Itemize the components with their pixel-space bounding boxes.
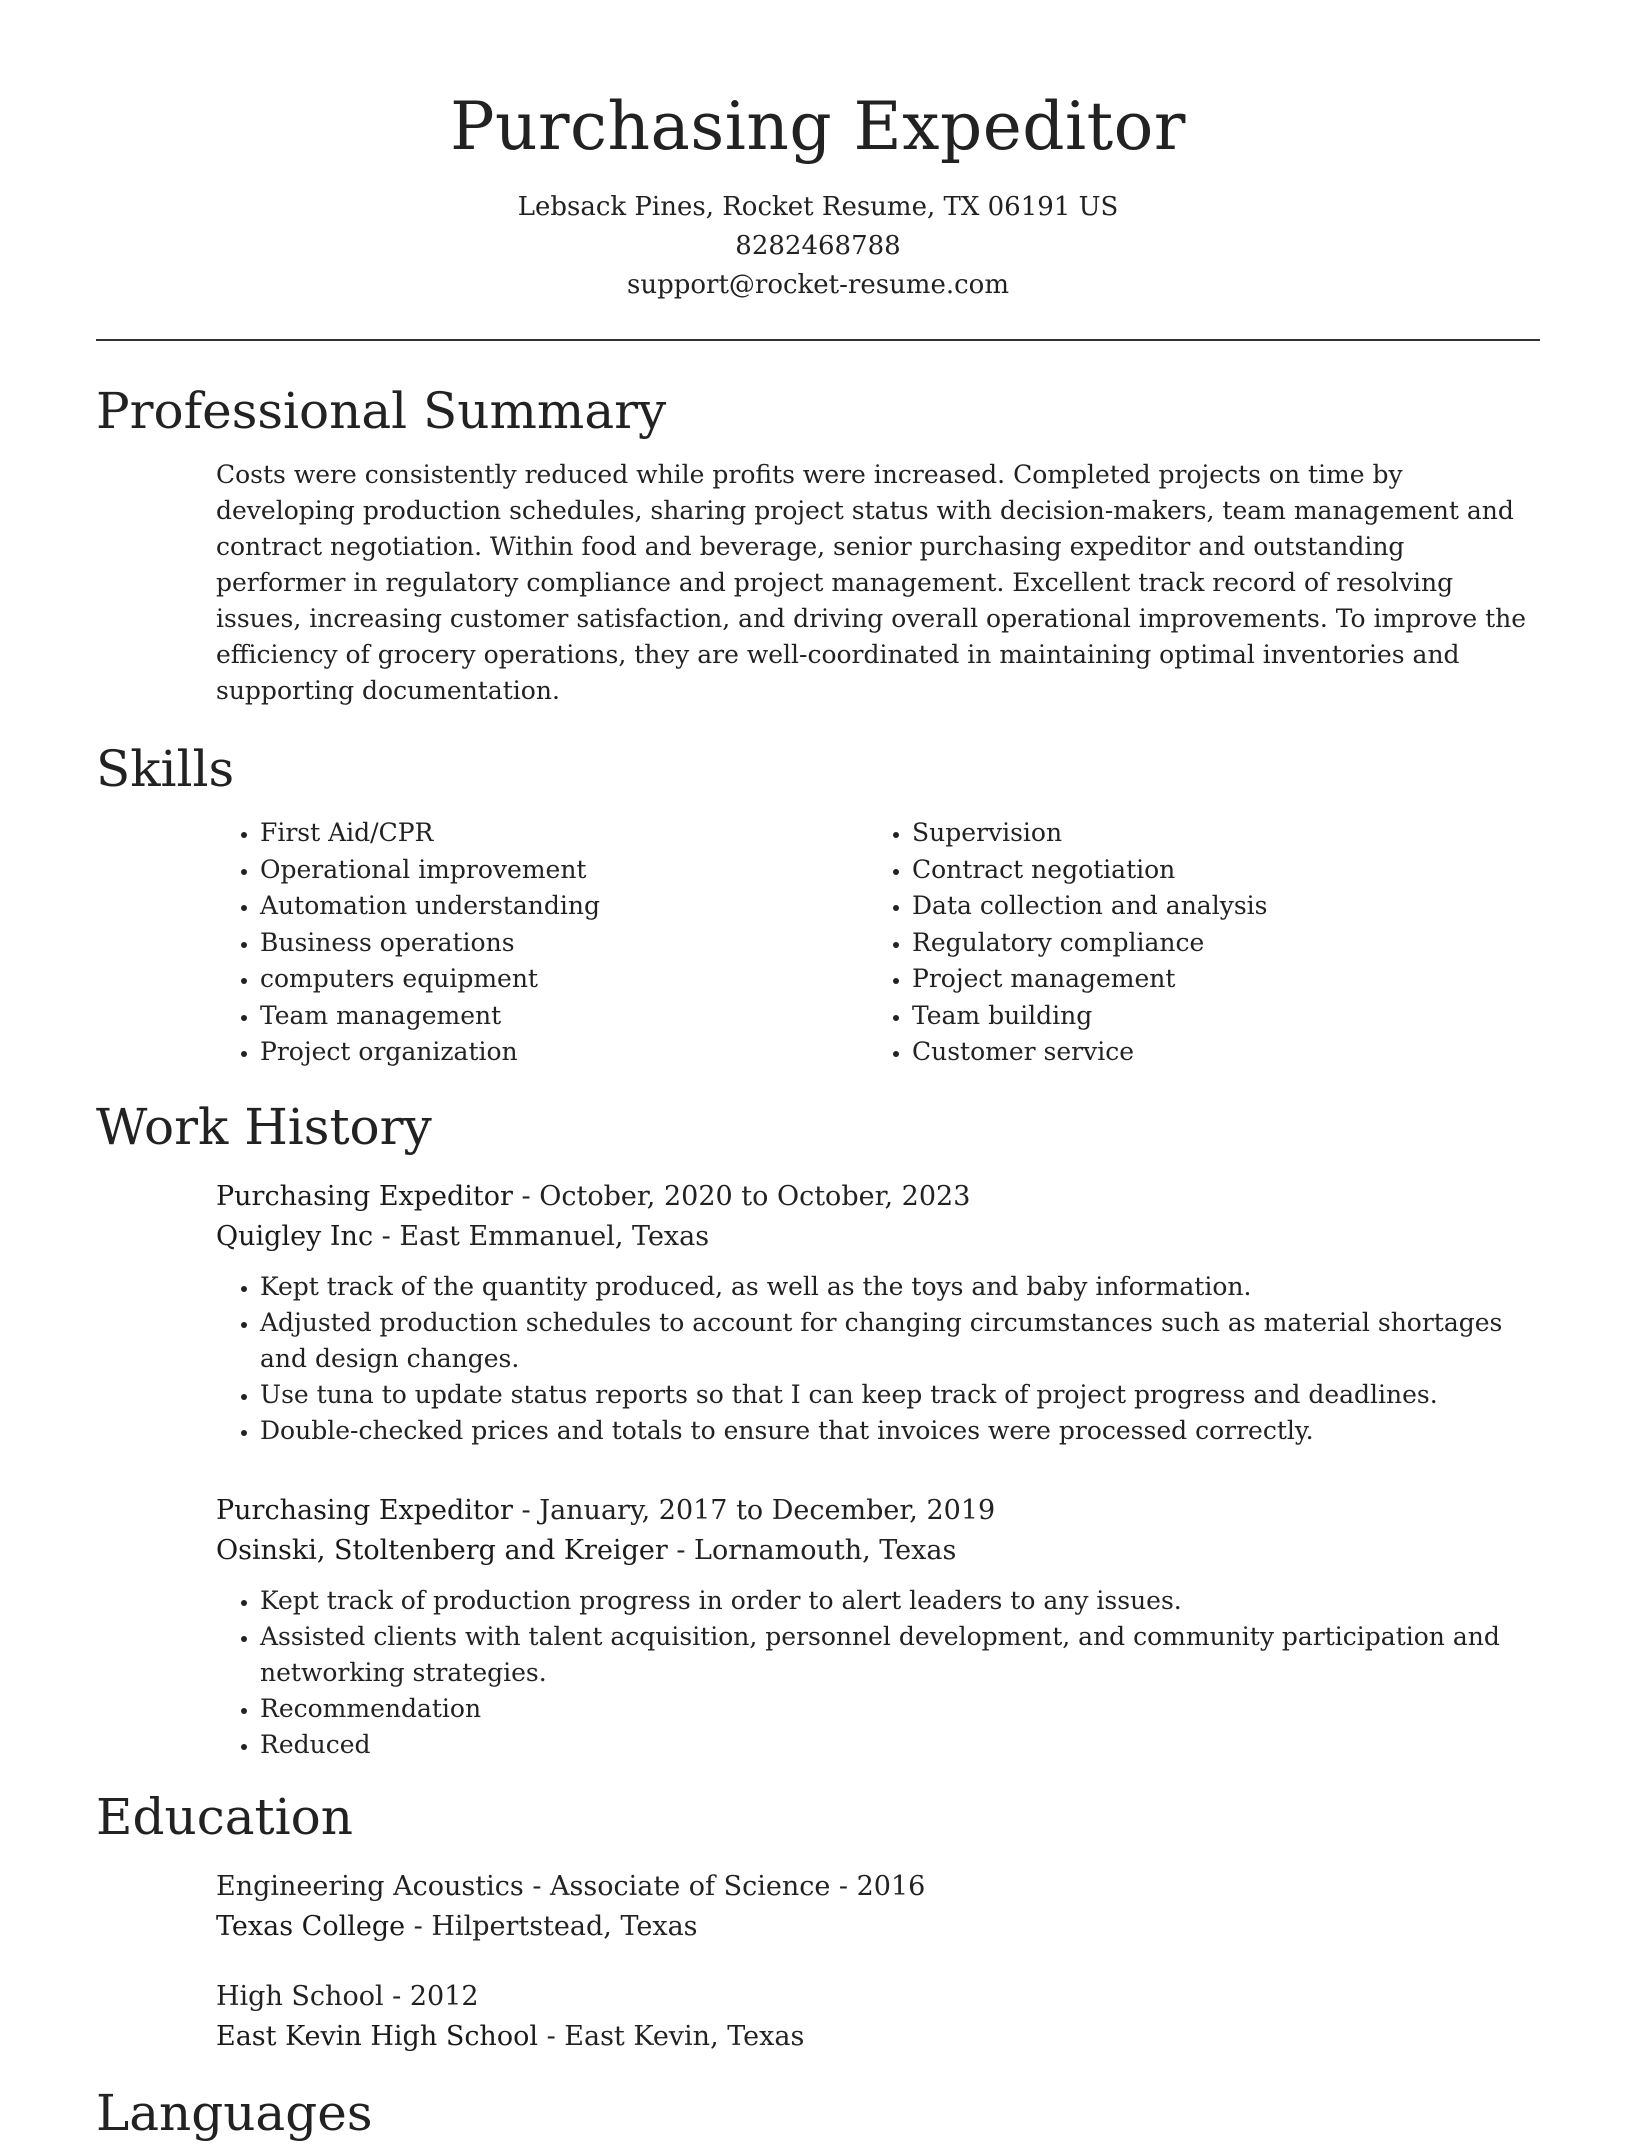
education-degree-line: High School - 2012	[216, 1980, 479, 2012]
skill-item: • computers equipment	[260, 961, 868, 998]
education-entry	[216, 1867, 1540, 1947]
education-school-line	[216, 2017, 1540, 2057]
work-history-body	[216, 1177, 1540, 1763]
section-title-work-history: Work History	[96, 1097, 432, 1156]
section-work-history	[96, 1095, 1540, 1763]
job-bullet: • Assisted clients with talent acquisition, personnel development, and community participation and networking strategies.	[260, 1619, 1540, 1691]
header-divider	[96, 339, 1540, 341]
education-degree-line: Engineering Acoustics - Associate of Science - 2016	[216, 1870, 926, 1902]
section-professional-summary	[96, 379, 1540, 709]
job-title-line	[216, 1491, 1540, 1531]
contact-phone: 8282468788	[735, 231, 901, 261]
resume-name: Purchasing Expeditor	[450, 88, 1186, 165]
section-languages	[96, 2081, 1540, 2145]
summary-body	[216, 457, 1540, 709]
job-bullets	[216, 1583, 1540, 1763]
job-bullet: • Adjusted production schedules to account for changing circumstances such as material shortages and design changes.	[260, 1305, 1540, 1377]
section-skills	[96, 737, 1540, 1071]
section-title-summary: Professional Summary	[96, 382, 667, 440]
section-title-skills: Skills	[96, 740, 235, 798]
job-bullet: • Recommendation	[260, 1691, 1540, 1727]
contact-address: Lebsack Pines, Rocket Resume, TX 06191 US	[517, 192, 1119, 222]
job-bullet: • Use tuna to update status reports so that I can keep track of project progress and deadlines.	[260, 1377, 1540, 1413]
job-role: Purchasing Expeditor	[216, 1180, 513, 1212]
section-title-languages: Languages	[96, 2083, 373, 2142]
job-entry	[216, 1177, 1540, 1449]
skill-item: • Automation understanding	[260, 888, 868, 925]
skill-item: • Data collection and analysis	[912, 888, 1520, 925]
job-dates: - January, 2017 to December, 2019	[512, 1494, 996, 1526]
education-school: East Kevin High School	[216, 2020, 538, 2052]
resume-header	[96, 0, 1540, 305]
skill-item: • Regulatory compliance	[912, 925, 1520, 962]
skill-item: • Contract negotiation	[912, 852, 1520, 889]
contact-block	[96, 188, 1540, 305]
job-bullet: • Kept track of production progress in order to alert leaders to any issues.	[260, 1583, 1540, 1619]
education-school: Texas College	[216, 1910, 406, 1942]
job-dates: - October, 2020 to October, 2023	[512, 1180, 971, 1212]
skill-item: • Project management	[912, 961, 1520, 998]
job-title-line	[216, 1177, 1540, 1217]
education-location: - Hilpertstead, Texas	[405, 1910, 698, 1942]
job-bullet: • Reduced	[260, 1727, 1540, 1763]
skill-item: • Customer service	[912, 1034, 1520, 1071]
education-body	[216, 1867, 1540, 2057]
skill-item: • First Aid/CPR	[260, 815, 868, 852]
education-entry	[216, 1977, 1540, 2057]
job-role: Purchasing Expeditor	[216, 1494, 513, 1526]
job-location: - East Emmanuel, Texas	[373, 1220, 710, 1252]
job-bullets	[216, 1269, 1540, 1449]
skills-list-right	[868, 815, 1520, 1071]
skill-item: • Business operations	[260, 925, 868, 962]
job-company-line	[216, 1531, 1540, 1571]
section-education	[96, 1785, 1540, 2057]
contact-email: support@rocket-resume.com	[626, 270, 1009, 300]
job-entry	[216, 1491, 1540, 1763]
resume-page	[96, 0, 1540, 2145]
summary-text: Costs were consistently reduced while profits were increased. Completed projects on time by developing production schedules, sharing project status with decision-makers, team management and contract negotiation. Within food and beverage, senior purchasing expeditor and outstanding performer in regulatory compliance and project management. Excellent track record of resolving issues, increasing customer satisfaction, and driving overall operational improvements. To improve the efficiency of grocery operations, they are well-coordinated in maintaining optimal inventories and supporting documentation.	[216, 460, 1527, 705]
skill-item: • Team building	[912, 998, 1520, 1035]
skill-item: • Supervision	[912, 815, 1520, 852]
skill-item: • Project organization	[260, 1034, 868, 1071]
job-company: Osinski, Stoltenberg and Kreiger	[216, 1534, 668, 1566]
skills-columns	[216, 815, 1540, 1071]
job-bullet: • Double-checked prices and totals to ensure that invoices were processed correctly.	[260, 1413, 1540, 1449]
education-location: - East Kevin, Texas	[537, 2020, 805, 2052]
section-title-education: Education	[96, 1787, 353, 1846]
skill-item: • Operational improvement	[260, 852, 868, 889]
job-bullet: • Kept track of the quantity produced, as well as the toys and baby information.	[260, 1269, 1540, 1305]
skill-item: • Team management	[260, 998, 868, 1035]
job-company: Quigley Inc	[216, 1220, 374, 1252]
education-school-line	[216, 1907, 1540, 1947]
job-location: - Lornamouth, Texas	[667, 1534, 957, 1566]
skills-list-left	[216, 815, 868, 1071]
job-company-line	[216, 1217, 1540, 1257]
